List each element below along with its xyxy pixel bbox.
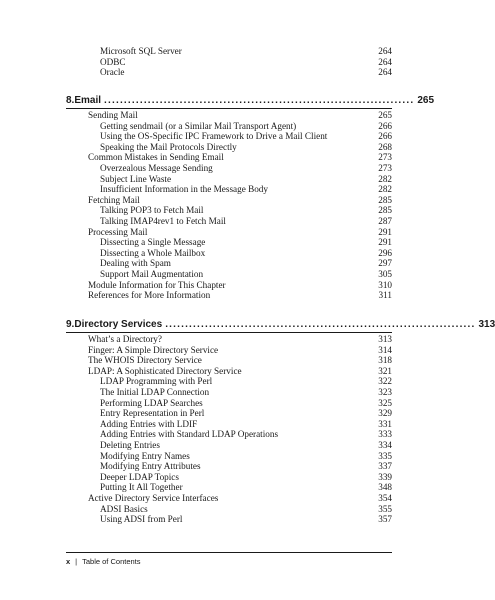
entry-page: 323 — [378, 386, 392, 397]
entry-title: Using ADSI from Perl — [100, 514, 183, 525]
running-title: Table of Contents — [82, 557, 141, 566]
toc-entry — [66, 163, 392, 174]
entry-title: LDAP: A Sophisticated Directory Service — [88, 365, 242, 376]
toc-entry — [66, 419, 392, 430]
chapter-page: 265 — [417, 95, 435, 106]
chapter-9-block — [66, 318, 495, 525]
entry-page: 337 — [378, 461, 392, 472]
chapter-number: 9. — [66, 319, 75, 330]
entry-page: 348 — [378, 482, 392, 493]
entry-page: 311 — [378, 290, 392, 301]
toc-entry — [66, 152, 392, 163]
dot-leader: .............................................................................. — [165, 319, 476, 330]
toc-entry — [66, 131, 392, 142]
entry-page: 264 — [378, 46, 392, 56]
entry-title: Deeper LDAP Topics — [100, 471, 179, 482]
footer-separator: | — [75, 557, 78, 566]
entry-title: Module Information for This Chapter — [88, 279, 226, 290]
toc-entry — [66, 504, 392, 515]
toc-entry — [66, 334, 392, 345]
toc-entry — [66, 461, 392, 472]
toc-entry — [66, 205, 392, 216]
toc-entry — [66, 46, 392, 57]
entry-page: 264 — [378, 67, 392, 78]
entry-page: 322 — [378, 376, 392, 387]
entry-page: 291 — [378, 226, 392, 237]
entry-title: Adding Entries with Standard LDAP Operations — [100, 429, 279, 440]
toc-entry — [66, 366, 392, 377]
toc-entry — [66, 290, 392, 301]
toc-entry — [66, 57, 392, 68]
chapter-title: Email — [74, 95, 102, 106]
entry-page: 331 — [378, 418, 392, 429]
entry-page: 355 — [378, 503, 392, 514]
toc-entry — [66, 280, 392, 291]
entry-title: Speaking the Mail Protocols Directly — [100, 141, 237, 152]
entry-page: 273 — [378, 162, 392, 173]
entry-page: 357 — [378, 514, 392, 525]
toc-entry — [66, 440, 392, 451]
toc-entry — [66, 174, 392, 185]
entry-page: 313 — [378, 334, 392, 344]
entry-title: References for More Information — [88, 290, 211, 301]
entry-title: Support Mail Augmentation — [100, 268, 204, 279]
entry-page: 266 — [378, 131, 392, 142]
toc-entry — [66, 482, 392, 493]
entry-title: Processing Mail — [88, 226, 148, 237]
entry-page: 325 — [378, 397, 392, 408]
entry-title: Deleting Entries — [100, 439, 160, 450]
entry-title: ODBC — [100, 56, 126, 67]
entry-title: The Initial LDAP Connection — [100, 386, 210, 397]
entry-page: 335 — [378, 450, 392, 461]
toc-entry — [66, 195, 392, 206]
entry-page: 310 — [378, 279, 392, 290]
toc-entry — [66, 67, 392, 78]
entry-title: Performing LDAP Searches — [100, 397, 203, 408]
toc-entry — [66, 398, 392, 409]
entry-page: 282 — [378, 173, 392, 184]
toc-entry — [66, 142, 392, 153]
chapter-page: 313 — [478, 319, 495, 330]
toc-entry — [66, 451, 392, 462]
chapter-title: Directory Services — [74, 319, 163, 330]
toc-entry — [66, 216, 392, 227]
entry-title: Finger: A Simple Directory Service — [88, 344, 219, 355]
entry-page: 265 — [378, 110, 392, 120]
toc-continuation-block — [66, 46, 392, 78]
entry-title: The WHOIS Directory Service — [88, 355, 202, 366]
entry-title: LDAP Programming with Perl — [100, 376, 213, 387]
entry-page: 354 — [378, 492, 392, 503]
entry-title: Dissecting a Whole Mailbox — [100, 247, 206, 258]
entry-title: Oracle — [100, 67, 125, 78]
entry-title: Active Directory Service Interfaces — [88, 492, 219, 503]
entry-title: Dealing with Spam — [100, 258, 171, 269]
entry-page: 297 — [378, 258, 392, 269]
entry-title: Insufficient Information in the Message Body — [100, 184, 268, 195]
entry-page: 268 — [378, 141, 392, 152]
entry-page: 314 — [378, 344, 392, 355]
chapter-heading — [66, 94, 435, 109]
toc-entry — [66, 184, 392, 195]
entry-title: Using the OS-Specific IPC Framework to Drive a Mail Client — [100, 131, 328, 142]
entry-title: Overzealous Message Sending — [100, 162, 213, 173]
toc-entry — [66, 355, 392, 366]
page-number: x — [66, 557, 71, 566]
entry-page: 305 — [378, 268, 392, 279]
chapter-heading — [66, 318, 495, 333]
entry-title: Common Mistakes in Sending Email — [88, 152, 224, 163]
entry-title: ADSI Basics — [100, 503, 148, 514]
entry-title: Sending Mail — [88, 110, 138, 120]
entry-title: What’s a Directory? — [88, 334, 162, 344]
entry-page: 285 — [378, 194, 392, 205]
toc-entry — [66, 514, 392, 525]
entry-page: 291 — [378, 237, 392, 248]
entry-title: Modifying Entry Names — [100, 450, 190, 461]
entry-title: Adding Entries with LDIF — [100, 418, 198, 429]
toc-entry — [66, 429, 392, 440]
entry-page: 287 — [378, 215, 392, 226]
entry-page: 321 — [378, 365, 392, 376]
toc-entry — [66, 376, 392, 387]
toc-entry — [66, 408, 392, 419]
entry-page: 273 — [378, 152, 392, 163]
entry-page: 264 — [378, 56, 392, 67]
entry-page: 266 — [378, 120, 392, 131]
entry-title: Entry Representation in Perl — [100, 408, 205, 419]
entry-title: Talking POP3 to Fetch Mail — [100, 205, 204, 216]
toc-entry — [66, 248, 392, 259]
entry-title: Talking IMAP4rev1 to Fetch Mail — [100, 215, 226, 226]
toc-entry — [66, 345, 392, 356]
toc-entry — [66, 472, 392, 483]
entry-page: 285 — [378, 205, 392, 216]
toc-entry — [66, 269, 392, 280]
entry-page: 333 — [378, 429, 392, 440]
toc-entry — [66, 121, 392, 132]
entry-page: 318 — [378, 355, 392, 366]
chapter-8-block — [66, 94, 435, 301]
entry-title: Putting It All Together — [100, 482, 183, 493]
entry-page: 282 — [378, 184, 392, 195]
toc-entry — [66, 110, 392, 121]
page-footer — [66, 552, 392, 566]
entry-title: Subject Line Waste — [100, 173, 172, 184]
entry-page: 334 — [378, 439, 392, 450]
entry-title: Modifying Entry Attributes — [100, 461, 201, 472]
entry-title: Dissecting a Single Message — [100, 237, 206, 248]
entry-title: Fetching Mail — [88, 194, 140, 205]
toc-entry — [66, 387, 392, 398]
dot-leader: .............................................................................. — [104, 95, 415, 106]
toc-entry — [66, 227, 392, 238]
entry-title: Microsoft SQL Server — [100, 46, 182, 56]
toc-entry — [66, 237, 392, 248]
entry-page: 296 — [378, 247, 392, 258]
toc-entry — [66, 493, 392, 504]
entry-page: 329 — [378, 408, 392, 419]
toc-entry — [66, 258, 392, 269]
entry-title: Getting sendmail (or a Similar Mail Transport Agent) — [100, 120, 297, 131]
entry-page: 339 — [378, 471, 392, 482]
chapter-number: 8. — [66, 95, 75, 106]
